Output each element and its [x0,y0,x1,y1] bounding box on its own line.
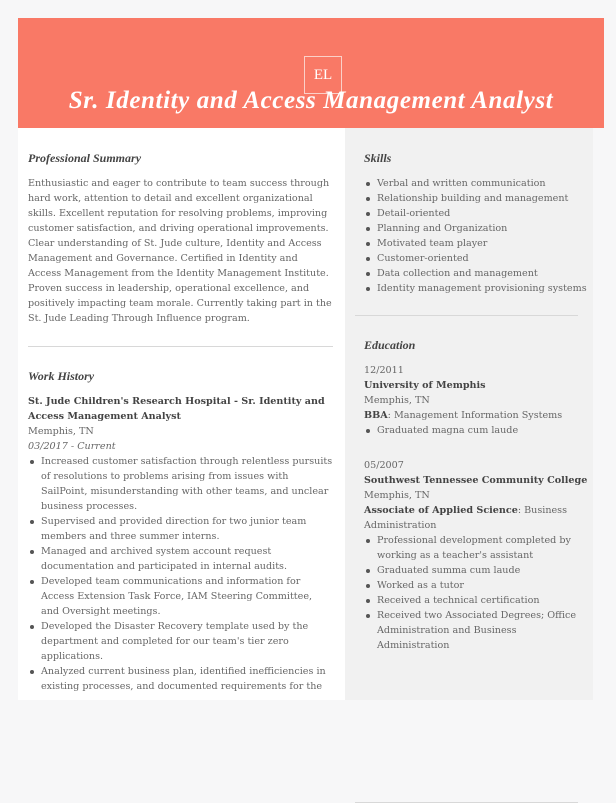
list-item: Developed team communications and information for Access Extension Task Force, IAM Steering Committee, and Oversight meetings. [28,574,333,619]
main-column [18,128,345,700]
summary-heading: Professional Summary [28,151,142,165]
list-item: Professional development completed by working as a teacher's assistant [364,533,589,563]
resume-header [18,18,604,128]
edu-field: : Business Administration [364,505,568,531]
list-item: Supervised and provided direction for two junior team members and three summer interns. [28,514,333,544]
skill-item: Motivated team player [364,236,589,251]
work-heading: Work History [28,369,95,383]
divider [355,315,578,316]
summary-text: Enthusiastic and eager to contribute to team success through hard work, attention to detail and excellent organizational skills. Excellent reputation for resolving problems, improving customer satisfaction, and driving operational improvements. Clear understanding of St. Jude culture, Identity and Access Management and Governance. Certified in Identity and Access Management from the Identity Management Institute. Proven success in leadership, operational excellence, and positively impacting team morale. Currently taking part in the St. Jude Leading Through Influence program. [28,178,332,324]
edu-field: : Management Information Systems [387,410,563,421]
skill-item: Detail-oriented [364,206,589,221]
resume-title: Sr. Identity and Access Management Analyst [68,87,554,114]
list-item: Developed the Disaster Recovery template used by the department and completed for our team's tier zero applications. [28,619,333,664]
skill-item: Verbal and written communication [364,176,589,191]
job-dates: 03/2017 - Current [28,441,116,452]
list-item: Received two Associated Degrees; Office Administration and Business Administration [364,608,589,653]
side-column [345,128,593,700]
edu-location: Memphis, TN [364,395,430,406]
skill-item: Relationship building and management [364,191,589,206]
list-item: Graduated magna cum laude [364,423,589,438]
job-entry [28,394,333,694]
job-location: Memphis, TN [28,426,94,437]
edu-degree: BBA [364,410,388,421]
job-title: St. Jude Children's Research Hospital - Sr. Identity and Access Management Analyst [28,396,325,422]
skills-heading: Skills [364,151,392,165]
list-item: Increased customer satisfaction through relentless pursuits of resolutions to problems arising from issues with SailPoint, misunderstanding with other teams, and unclear business processes. [28,454,333,514]
edu-date: 12/2011 [364,365,404,376]
skill-item: Identity management provisioning systems [364,281,589,296]
edu-date: 05/2007 [364,460,404,471]
list-item: Managed and archived system account request documentation and participated in internal audits. [28,544,333,574]
edu-school: University of Memphis [364,380,486,391]
edu-school: Southwest Tennessee Community College [364,475,588,486]
skill-item: Customer-oriented [364,251,589,266]
divider [28,346,333,347]
list-item: Analyzed current business plan, identified inefficiencies in existing processes, and documented requirements for the [28,664,333,694]
list-item: Worked as a tutor [364,578,589,593]
skill-item: Planning and Organization [364,221,589,236]
education-heading: Education [364,338,416,352]
education-entry [364,363,589,438]
skills-list [364,176,589,296]
edu-degree: Associate of Applied Science [364,505,518,516]
list-item: Graduated summa cum laude [364,563,589,578]
edu-location: Memphis, TN [364,490,430,501]
job-bullets [28,454,333,694]
list-item: Received a technical certification [364,593,589,608]
education-entry [364,458,589,653]
skill-item: Data collection and management [364,266,589,281]
monogram: EL [313,67,333,83]
